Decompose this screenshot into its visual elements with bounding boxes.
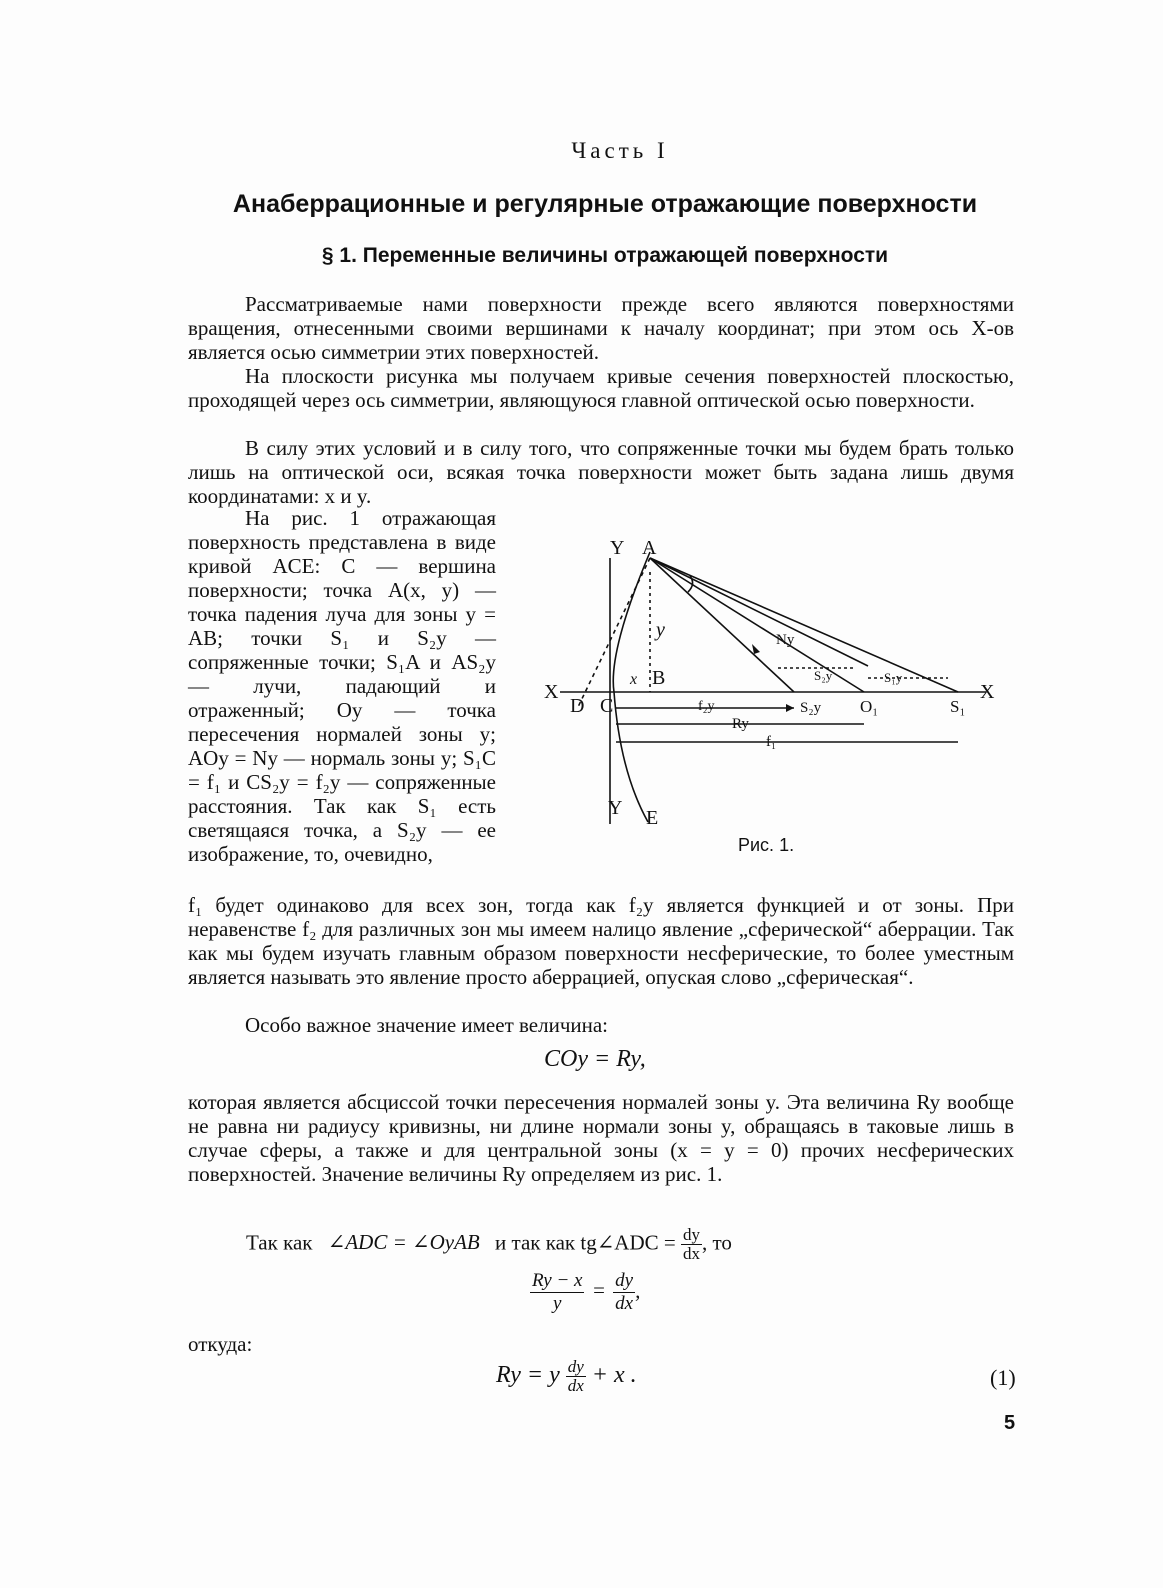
label-f2y: f₂y	[698, 699, 715, 714]
paragraph-5: Особо важное значение имеет величина:	[245, 1013, 609, 1037]
label-ny: Ny	[776, 632, 795, 648]
fraction-dy-dx-1: $\frac{dy}{dx}$	[682, 1225, 700, 1263]
label-y-bottom: Y	[608, 797, 623, 819]
ray-as2y	[650, 558, 794, 692]
figure-caption: Рис. 1.	[738, 835, 795, 855]
angle-equality: ∠ADC = ∠OyAB	[327, 1230, 480, 1255]
ray-mid	[650, 558, 868, 666]
arrow-f2y	[786, 704, 794, 712]
label-x: x	[630, 671, 638, 688]
paragraph-4-side: На рис. 1 отражающая поверхность представлена в виде кривой ACE: C — вершина поверхности; точка A(x, y) — точка падения луча для зоны y = AB; точки S₁ и S₂y — сопряженные точки; S₁A и AS₂y — лучи, падающий и отраженный; Oy — точка пересечения нормалей зоны y; AOy = Ny — нормаль зоны y; S₁C = f₁ и CS₂y = f₂y — сопряженные расстояния. Так как S₁ есть светящаяся точка, а S₂y — ее изображение, то, очевидно,	[188, 506, 496, 866]
paragraph-1: Рассматриваемые нами поверхности прежде всего являются поверхностями вращения, отнесенными своими вершинами к началу координат; при этом ось X-ов является осью симметрии этих поверхностей.	[188, 292, 1014, 364]
fraction-dy-dx-3: $\frac{dy}{dx}$	[567, 1357, 584, 1395]
fraction-dy-dx-2: $\frac{dy}{dx}$	[615, 1270, 634, 1314]
eq1-right: + x .	[591, 1362, 637, 1389]
paragraph-8: откуда:	[188, 1332, 253, 1356]
eq1-left: Ry = y	[496, 1362, 560, 1389]
label-s1y-seg: S₁y	[884, 670, 903, 685]
paragraph-6: которая является абсциссой точки пересечения нормалей зоны y. Эта величина Ry вообще не равна ни радиусу кривизны, ни длине нормали зоны y, обращаясь в таковые лишь в случае сферы, а также и для центральной зоны (x = y = 0) прочих несферических поверхностей. Значение величины Ry определяем из рис. 1.	[188, 1090, 1014, 1186]
label-x-left: X	[544, 681, 559, 703]
equation-line-tg	[246, 1226, 732, 1263]
label-x-right: X	[980, 681, 995, 703]
text-tak-kak: Так как	[246, 1230, 313, 1255]
label-s1: S₁	[950, 697, 966, 716]
label-f1: f₁	[766, 734, 777, 750]
text-to: , то	[701, 1230, 732, 1255]
equation-co: COy = Ry,	[544, 1046, 646, 1072]
paragraph-2: На плоскости рисунка мы получаем кривые сечения поверхностей плоскостью, проходящей через ось симметрии, являющуюся главной оптической осью поверхности.	[188, 364, 1014, 412]
label-y: y	[656, 619, 665, 641]
ray-s1a	[650, 558, 958, 692]
label-b: B	[652, 667, 666, 689]
figure-1	[538, 532, 998, 832]
label-d: D	[570, 695, 585, 717]
label-o1: O₁	[860, 697, 879, 716]
arrow-ray	[752, 644, 760, 654]
paragraph-4-cont: f₁ будет одинаково для всех зон, тогда как f₂y является функцией и от зоны. При неравенстве f₂ для различных зон мы имеем налицо явление „сферической“ аберрации. Так как мы будем изучать главным образом поверхности несферические, то более уместным является называть это явление просто аберрацией, опуская слово „сферическая“.	[188, 893, 1014, 989]
label-e: E	[646, 807, 659, 829]
section-title: § 1. Переменные величины отражающей поверхности	[321, 244, 889, 267]
page-number: 5	[1004, 1412, 1016, 1434]
label-s2y-seg: S₂y	[814, 668, 833, 683]
part-heading: Часть I	[571, 138, 669, 163]
label-s2y: S₂y	[800, 700, 822, 716]
paragraph-3: В силу этих условий и в силу того, что сопряженные точки мы будем брать только лишь на оптической оси, всякая точка поверхности может быть задана лишь двумя координатами: x и y.	[188, 436, 1014, 508]
label-y-top: Y	[610, 537, 625, 559]
chapter-title: Анаберрационные и регулярные отражающие поверхности	[232, 190, 978, 218]
label-c: C	[600, 695, 614, 717]
label-a: A	[642, 537, 657, 559]
fraction-ry-minus-x: $\frac{Ry - x}{y}$	[532, 1270, 583, 1314]
equation-ratio: $\frac{Ry - x}{y}$ = $\frac{dy}{dx}$ ,	[532, 1270, 641, 1314]
equation-number: (1)	[990, 1365, 1016, 1390]
label-ry: Ry	[732, 716, 749, 732]
equation-1	[496, 1358, 637, 1395]
text-tg: и так как tg∠ADC =	[495, 1230, 676, 1255]
